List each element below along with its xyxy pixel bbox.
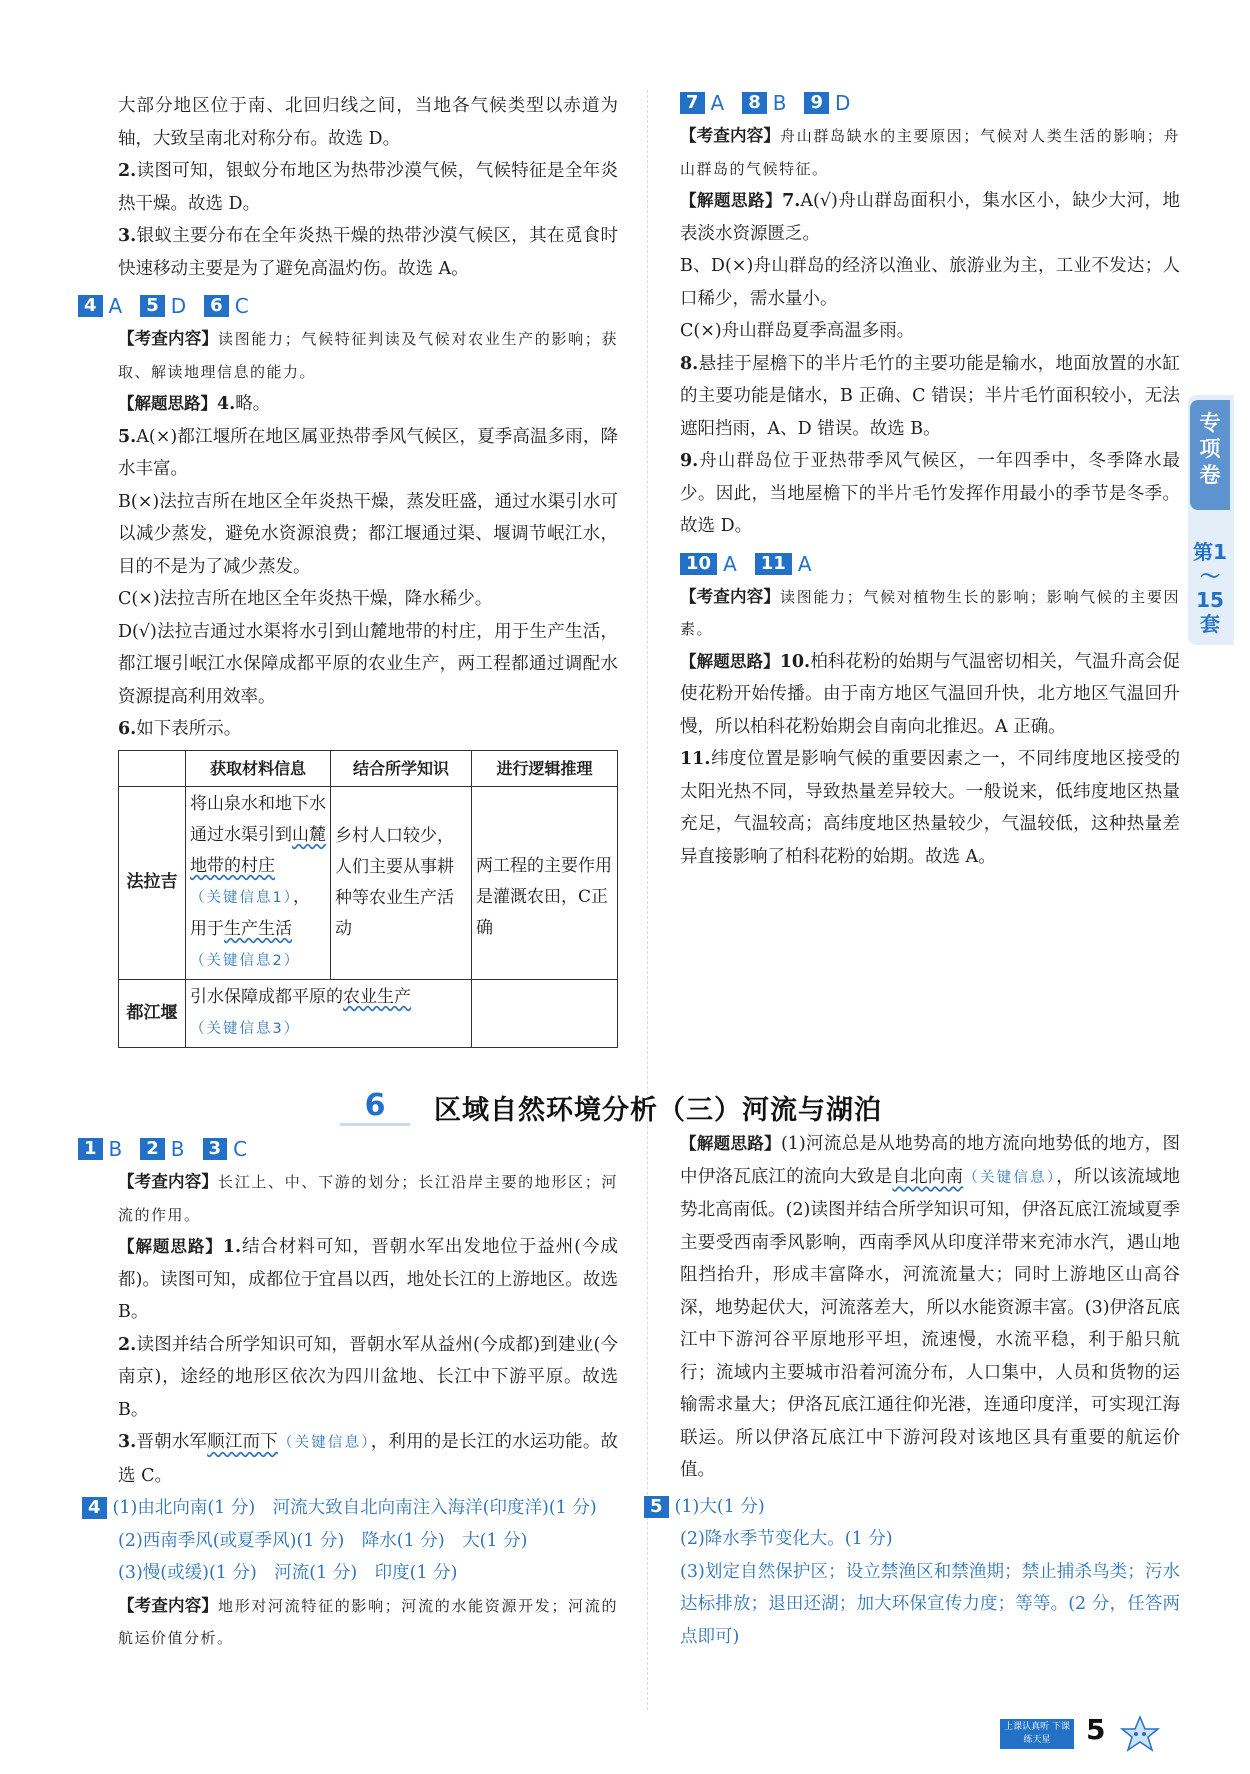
page-number: 5 [1086, 1713, 1106, 1746]
table-header-row [119, 750, 618, 786]
table-header: 结合所学知识 [331, 750, 472, 786]
exam-content: 【考查内容】舟山群岛缺水的主要原因；气候对人类生活的影响；舟山群岛的气候特征。 [680, 126, 1180, 178]
table-row [119, 979, 618, 1047]
footer-slogan: 上课认真听 下课练天星 [1000, 1719, 1074, 1749]
exam-content: 【考查内容】读图能力；气候特征判读及气候对农业生产的影响；获取、解读地理信息的能力。 [118, 329, 618, 381]
q5-3: (3)划定自然保护区；设立禁渔区和禁渔期；禁止捕杀鸟类；污水达标排放；退田还湖；加大环保宣传力度；等等。(2 分，任答两点即可) [680, 1561, 1180, 1647]
exam-content: 【考查内容】长江上、中、下游的划分；长江沿岸主要的地形区；河流的作用。 [118, 1172, 618, 1224]
answer-choice: C [233, 1137, 248, 1161]
answer-badge: 5 [644, 1496, 669, 1518]
answer-badge: 5 [140, 295, 165, 317]
q10: 【解题思路】10.柏科花粉的始期与气温密切相关，气温升高会促使花粉开始传播。由于南方地区气温回升快，北方地区气温回升慢，所以柏科花粉始期会自南向北推迟。A 正确。 [680, 651, 1181, 737]
answer-badge: 9 [804, 92, 829, 114]
answer-choice: B [108, 1137, 123, 1161]
answer-choice: B [170, 1137, 185, 1161]
q7-c: C(×)舟山群岛夏季高温多雨。 [680, 321, 915, 341]
q1: 【解题思路】1.结合材料可知，晋朝水军出发地位于益州(今成都)。读图可知，成都位于宜昌以西，地处长江的上游地区。故选 B。 [118, 1237, 619, 1322]
q7-a: 【解题思路】7.A(√)舟山群岛面积小，集水区小，缺少大河，地表淡水资源匮乏。 [680, 191, 1181, 244]
q4-2: (2)西南季风(或夏季风)(1 分) 降水(1 分) 大(1 分) [118, 1530, 528, 1551]
analysis-table [118, 750, 618, 1048]
para-2: 2.读图可知，银蚁分布地区为热带沙漠气候，气候特征是全年炎热干燥。故选 D。 [118, 161, 618, 214]
answer-badge: 7 [680, 92, 705, 114]
left-column-upper [84, 90, 618, 1048]
right-column-upper [680, 90, 1180, 873]
table-cell [472, 979, 618, 1047]
q4-3: (3)慢(或缓)(1 分) 河流(1 分) 印度(1 分) [118, 1563, 458, 1583]
answer-badge: 10 [680, 553, 717, 575]
answer-badge: 11 [755, 553, 792, 575]
answer-badge: 3 [203, 1138, 228, 1160]
right-column-lower [650, 1128, 1181, 1653]
table-row-head: 法拉吉 [119, 786, 186, 979]
q5-b: B(×)法拉吉所在地区全年炎热干燥，蒸发旺盛，通过水渠引水可以减少蒸发，避免水资源浪费；都江堰通过渠、堰调节岷江水，目的不是为了减少蒸发。 [118, 491, 618, 577]
table-cell: 将山泉水和地下水通过水渠引到山麓地带的村庄 （关键信息1），用于生产生活 （关键信息2） [186, 786, 331, 979]
q7-bd: B、D(×)舟山群岛的经济以渔业、旅游业为主，工业不发达；人口稀少，需水量小。 [680, 256, 1180, 309]
answer-badge: 8 [742, 92, 767, 114]
q9: 9.舟山群岛位于亚热带季风气候区，一年四季中，冬季降水最少。因此，当地屋檐下的半片毛竹发挥作用最小的季节是冬季。故选 D。 [680, 451, 1180, 536]
answer-row-10-11 [680, 549, 1180, 579]
q3: 3.晋朝水军顺江而下（关键信息），利用的是长江的水运功能。故选 C。 [118, 1432, 619, 1486]
solution-4: 【解题思路】4.略。 [118, 394, 271, 414]
answer-choice: C [234, 294, 249, 318]
para-1: 大部分地区位于南、北回归线之间，当地各气候类型以赤道为轴，大致呈南北对称分布。故选 D。 [118, 96, 618, 149]
answer-row-7-9 [680, 88, 1180, 118]
para-3: 3.银蚁主要分布在全年炎热干燥的热带沙漠气候区，其在觅食时快速移动主要是为了避免高温灼伤。故选 A。 [118, 226, 618, 279]
q5-d: D(√)法拉吉通过水渠将水引到山麓地带的村庄，用于生产生活，都江堰引岷江水保障成都平原的农业生产，两工程都通过调配水资源提高利用效率。 [118, 621, 618, 707]
answer-choice: A [108, 294, 123, 318]
answer-row-4-6 [78, 291, 618, 321]
section-title: 区域自然环境分析（三）河流与湖泊 [434, 1094, 882, 1126]
answer-choice: A [710, 91, 725, 115]
answer-row-1-3 [78, 1134, 618, 1164]
q4-1: 4 (1)由北向南(1 分) 河流大致自北向南注入海洋(印度洋)(1 分) [118, 1492, 618, 1525]
answer-choice: D [170, 294, 187, 318]
page-footer [1000, 1715, 1170, 1755]
table-row [119, 786, 618, 979]
q5-c: C(×)法拉吉所在地区全年炎热干燥，降水稀少。 [118, 589, 493, 609]
answer-badge: 1 [78, 1138, 103, 1160]
q5-2: (2)降水季节变化大。(1 分) [680, 1529, 893, 1549]
answer-choice: A [723, 551, 737, 576]
side-tab-label: 专项卷 [1190, 400, 1230, 510]
q2: 2.读图并结合所学知识可知，晋朝水军从益州(今成都)到建业(今南京)，途经的地形区依次为四川盆地、长江中下游平原。故选 B。 [118, 1334, 618, 1420]
answer-badge: 4 [78, 295, 103, 317]
section-number: 6 [340, 1088, 410, 1126]
mascot-logo-icon [1118, 1715, 1162, 1753]
answer-choice: A [797, 551, 812, 576]
q4-solution: 【解题思路】(1)河流总是从地势高的地方流向地势低的地方，图中伊洛瓦底江的流向大致是自北向南（关键信息），所以该流域地势北高南低。(2)读图并结合所学知识可知，伊洛瓦底江流域夏季主要受西南季风影响，西南季风从印度洋带来充沛水汽，遇山地阻挡抬升，形成丰富降水，河流流量大；同时上游地区山高谷深，地势起伏大，河流落差大，所以水能资源丰富。(3)伊洛瓦底江中下游河谷平原地形平坦，流速慢，水流平稳，利于船只航行；流域内主要城市沿着河流分布，人口集中，人员和货物的运输需求量大；伊洛瓦底江通往仰光港，连通印度洋，可实现江海联运。所以伊洛瓦底江中下游河段对该地区具有重要的航运价值。 [680, 1134, 1181, 1480]
q6-intro: 6.如下表所示。 [118, 719, 242, 739]
answer-badge: 4 [82, 1497, 107, 1519]
table-row-head: 都江堰 [119, 979, 186, 1047]
exam-content-2: 【考查内容】地形对河流特征的影响；河流的水能资源开发；河流的航运价值分析。 [118, 1595, 618, 1647]
q5-a: 5.A(×)都江堰所在地区属亚热带季风气候区，夏季高温多雨，降水丰富。 [118, 426, 618, 479]
answer-choice: D [835, 91, 851, 115]
table-header [119, 750, 186, 786]
column-divider [647, 90, 648, 1710]
q5-1: 5 (1)大(1 分) [680, 1491, 1180, 1524]
left-column-lower [84, 1128, 619, 1655]
table-cell: 两工程的主要作用是灌溉农田，C正确 [472, 786, 618, 979]
table-header: 获取材料信息 [186, 750, 331, 786]
table-cell: 乡村人口较少，人们主要从事耕种等农业生产活动 [331, 786, 472, 979]
side-tab-range: 第1～15套 [1193, 540, 1227, 636]
table-header: 进行逻辑推理 [472, 750, 618, 786]
answer-badge: 2 [140, 1138, 165, 1160]
answer-choice: B [772, 91, 787, 115]
q11: 11.纬度位置是影响气候的重要因素之一，不同纬度地区接受的太阳光热不同，导致热量差异较大。一般说来，低纬度地区热量充足，气温较高；高纬度地区热量较少，气温较低，这种热量差异直接影响了柏科花粉的始期。故选 A。 [680, 749, 1180, 867]
section-heading [340, 1082, 1140, 1132]
answer-badge: 6 [204, 295, 229, 317]
table-cell: 引水保障成都平原的农业生产 （关键信息3） [186, 979, 472, 1047]
exam-content-2: 【考查内容】读图能力；气候对植物生长的影响；影响气候的主要因素。 [680, 586, 1180, 638]
q8: 8.悬挂于屋檐下的半片毛竹的主要功能是输水，地面放置的水缸的主要功能是储水，B 正确、C 错误；半片毛竹面积较小，无法遮阳挡雨，A、D 错误。故选 B。 [680, 353, 1180, 439]
